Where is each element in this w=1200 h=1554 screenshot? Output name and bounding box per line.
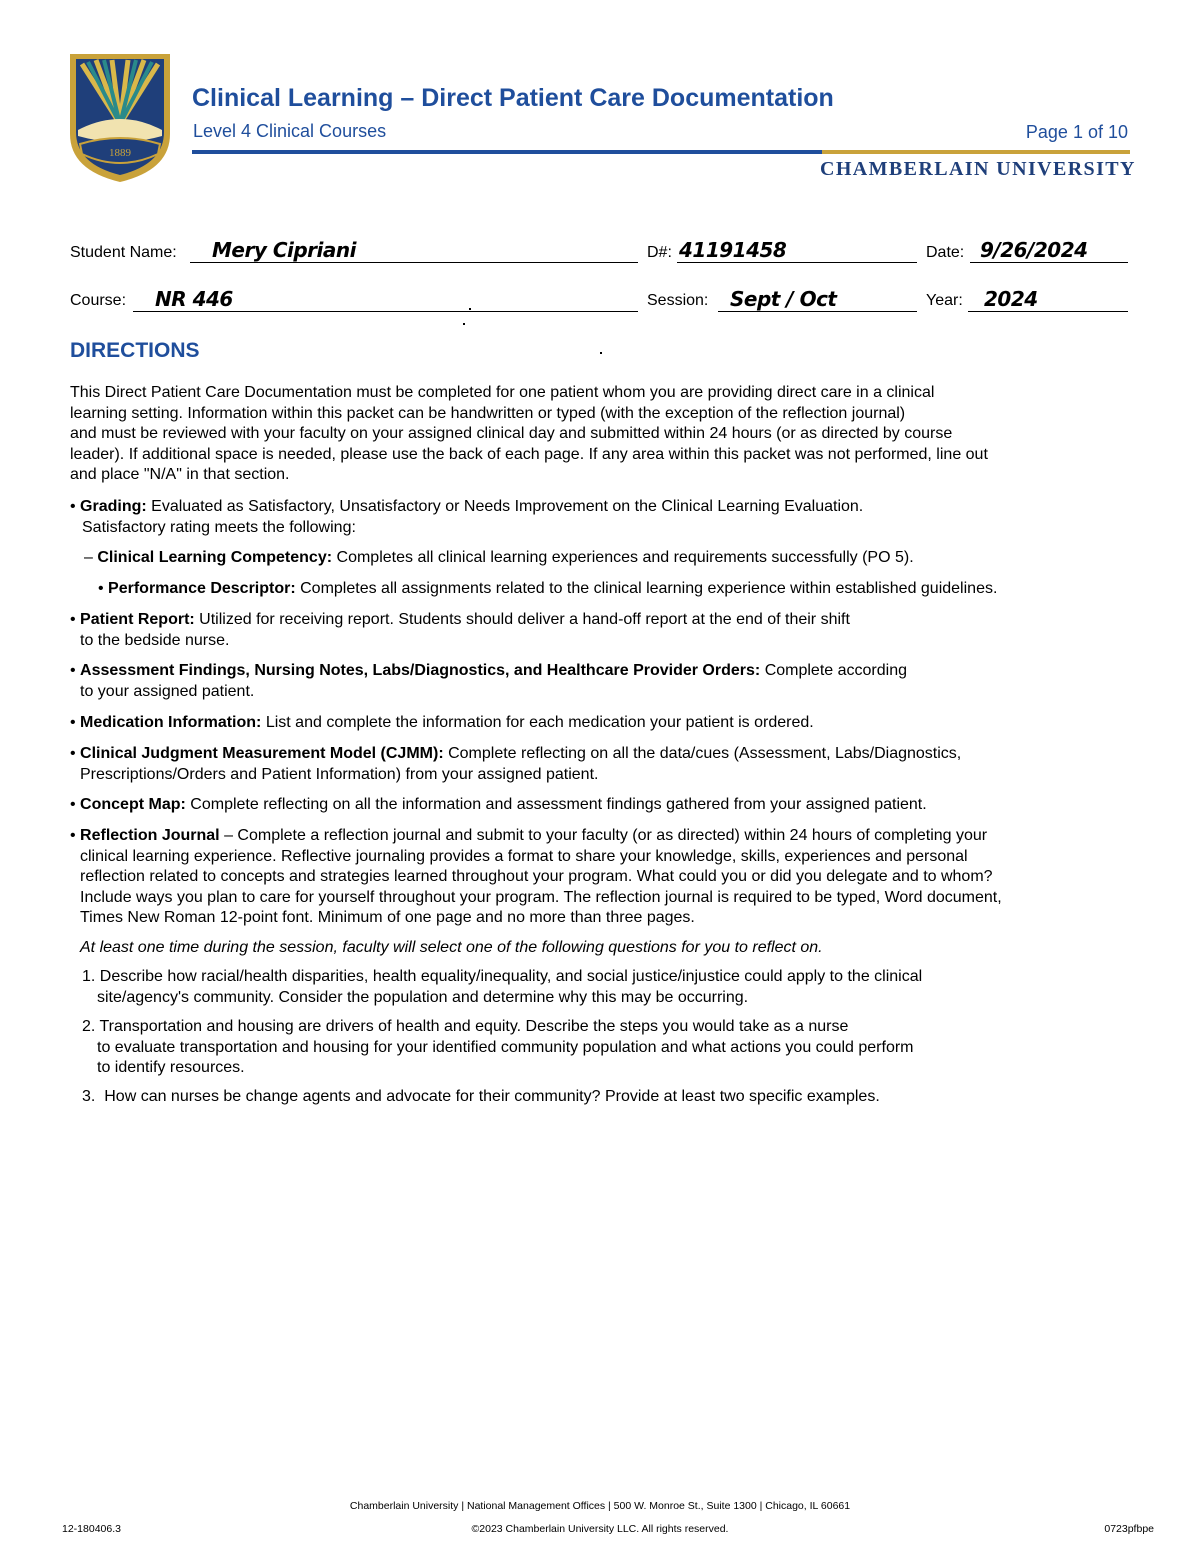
question-item-1: 1. Describe how racial/health disparities, health equality/inequality, and social justice/injustice could apply to the clinical site/agency's community. Consider the population and determine why this may be occurring. [82, 968, 923, 1006]
bullet-grading: • Grading: Evaluated as Satisfactory, Unsatisfactory or Needs Improvement on the Clinical Learning Evaluation. Satisfactory rating meets the following: [70, 498, 864, 536]
stray-mark [600, 352, 602, 354]
date-value: 9/26/2024 [980, 238, 1088, 262]
stray-mark [463, 323, 465, 325]
date-field[interactable] [970, 238, 1128, 263]
course-field[interactable] [133, 287, 638, 312]
student-name-value: Mery Cipriani [212, 238, 356, 262]
bullet-medication: • Medication Information: List and complete the information for each medication your patient is ordered. [70, 714, 814, 731]
session-value: Sept / Oct [730, 287, 837, 311]
footer-copyright: ©2023 Chamberlain University LLC. All rights reserved. [471, 1523, 729, 1535]
bullet-concept-map: • Concept Map: Complete reflecting on all the information and assessment findings gathered from your assigned patient. [70, 796, 927, 813]
directions-heading: DIRECTIONS [70, 339, 200, 362]
header-rule-gold [822, 150, 1130, 154]
directions-intro: This Direct Patient Care Documentation must be completed for one patient whom you are providing direct care in a clinical learning setting. Information within this packet can be handwritten or typed (with the exception of the reflection journal) and must be reviewed with your faculty on your assigned clinical day and submitted within 24 hours (or as directed by course leader). If additional space is needed, please use the back of each page. If any area within this packet was not performed, line out and place "N/A" in that section. [70, 384, 988, 484]
course-value: NR 446 [155, 287, 233, 311]
document-title: Clinical Learning – Direct Patient Care Documentation [192, 84, 834, 112]
date-label: Date: [926, 244, 965, 261]
stray-mark [469, 308, 471, 310]
footer-code: 0723pfbpe [1104, 1523, 1154, 1535]
id-field[interactable] [677, 238, 917, 263]
document-subtitle: Level 4 Clinical Courses [193, 121, 387, 141]
session-label: Session: [647, 292, 709, 309]
year-field[interactable] [968, 287, 1128, 312]
university-wordmark: CHAMBERLAIN UNIVERSITY [820, 158, 1136, 180]
reflection-prompt: At least one time during the session, faculty will select one of the following questions for you to reflect on. [80, 939, 823, 956]
sub-bullet-competency: – Clinical Learning Competency: Completes all clinical learning experiences and requirements successfully (PO 5). [84, 549, 914, 566]
course-label: Course: [70, 292, 127, 309]
year-value: 2024 [984, 287, 1038, 311]
question-item-2: 2. Transportation and housing are drivers of health and equity. Describe the steps you would take as a nurse to evaluate transportation and housing for your identified community population and what actions you could perform to identify resources. [82, 1018, 914, 1077]
header-rule-blue [192, 150, 822, 154]
student-name-field[interactable] [190, 238, 638, 263]
year-label: Year: [926, 292, 963, 309]
id-value: 41191458 [679, 238, 787, 262]
session-field[interactable] [718, 287, 917, 312]
crest-year: 1889 [109, 147, 131, 159]
bullet-assessment: • Assessment Findings, Nursing Notes, Labs/Diagnostics, and Healthcare Provider Orders: Complete according to your assigned patient. [70, 662, 907, 700]
sub-bullet-performance: • Performance Descriptor: Completes all assignments related to the clinical learning experience within established guidelines. [98, 580, 998, 597]
student-name-label: Student Name: [70, 244, 177, 261]
bullet-reflection-journal: • Reflection Journal – Complete a reflection journal and submit to your faculty (or as directed) within 24 hours of completing your clinical learning experience. Reflective journaling provides a format to share your knowledge, skills, experiences and personal reflection related to concepts and strategies learned throughout your program. What could you or did you delegate and to whom? Include ways you plan to care for yourself throughout your program. The reflection journal is required to be typed, Word document, Times New Roman 12-point font. Minimum of one page and no more than three pages. [70, 827, 1002, 927]
bullet-patient-report: • Patient Report: Utilized for receiving report. Students should deliver a hand-off report at the end of their shift to the bedside nurse. [70, 611, 850, 649]
footer-address: Chamberlain University | National Management Offices | 500 W. Monroe St., Suite 1300 | Chicago, IL 60661 [349, 1500, 851, 1512]
id-label: D#: [647, 244, 672, 261]
chamberlain-crest-logo [68, 52, 172, 184]
bullet-cjmm: • Clinical Judgment Measurement Model (CJMM): Complete reflecting on all the data/cues (Assessment, Labs/Diagnostics, Prescriptions/Orders and Patient Information) from your assigned patient. [70, 745, 962, 783]
question-item-3: 3. How can nurses be change agents and advocate for their community? Provide at least two specific examples. [82, 1088, 880, 1105]
footer-doc-id: 12-180406.3 [62, 1523, 121, 1535]
page-number: Page 1 of 10 [1025, 122, 1128, 142]
